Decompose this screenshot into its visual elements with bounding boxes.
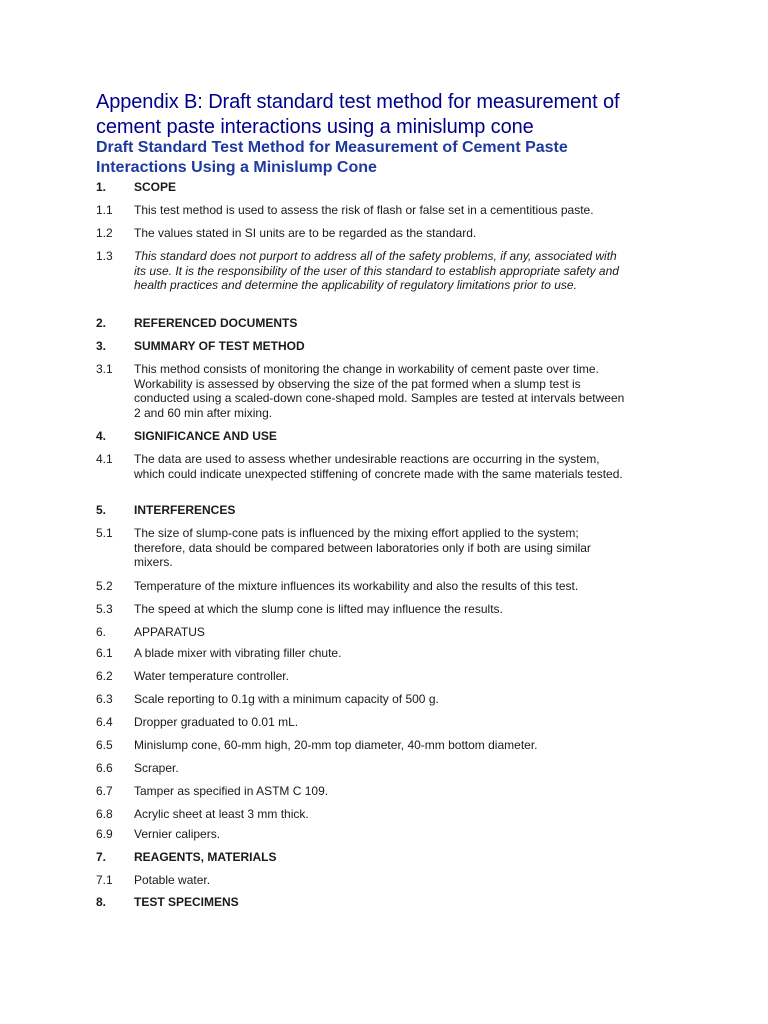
clause-text: Scale reporting to 0.1g with a minimum capacity of 500 g. (134, 692, 439, 706)
section-title: REAGENTS, MATERIALS (134, 850, 277, 864)
clause-text: Tamper as specified in ASTM C 109. (134, 784, 329, 798)
section-number: 5. (96, 503, 107, 517)
clause-text: This standard does not purport to address all of the safety problems, if any, associated with its use. It is the responsibility of the user of this standard to establish appropriate safety and health practices and determine the applicability of regulatory limitations prior to use. (134, 249, 619, 293)
section-number: 8. (96, 895, 107, 909)
clause-text: Water temperature controller. (134, 669, 289, 683)
clause-text: The speed at which the slump cone is lifted may influence the results. (134, 602, 503, 616)
clause-number: 6.1 (96, 646, 113, 660)
clause-text: Minislump cone, 60-mm high, 20-mm top diameter, 40-mm bottom diameter. (134, 738, 538, 752)
clause-number: 6.4 (96, 715, 113, 729)
clause-number: 5.2 (96, 579, 113, 593)
section-number: 4. (96, 429, 107, 443)
section-title: TEST SPECIMENS (134, 895, 239, 909)
section-title: APPARATUS (134, 625, 205, 639)
clause-text: The size of slump-cone pats is influenced by the mixing effort applied to the system; therefore, data should be compared between laboratories only if both are using similar mixers. (134, 526, 591, 570)
section-number: 7. (96, 850, 107, 864)
section-title: REFERENCED DOCUMENTS (134, 316, 298, 330)
clause-text: The values stated in SI units are to be regarded as the standard. (134, 226, 477, 240)
clause-number: 5.1 (96, 526, 113, 540)
clause-number: 6.5 (96, 738, 113, 752)
clause-text: This test method is used to assess the risk of flash or false set in a cementitious paste. (134, 203, 594, 217)
clause-number: 6.9 (96, 827, 113, 841)
clause-number: 6.6 (96, 761, 113, 775)
clause-text: Vernier calipers. (134, 827, 221, 841)
clause-number: 6.2 (96, 669, 113, 683)
section-number: 3. (96, 339, 107, 353)
clause-text: Acrylic sheet at least 3 mm thick. (134, 807, 309, 821)
clause-number: 1.1 (96, 203, 113, 217)
section-title: INTERFERENCES (134, 503, 236, 517)
clause-number: 6.7 (96, 784, 113, 798)
clause-number: 3.1 (96, 362, 113, 376)
clause-number: 6.3 (96, 692, 113, 706)
clause-number: 1.2 (96, 226, 113, 240)
appendix-title: Appendix B: Draft standard test method for measurement of cement paste interactions using a minislump cone (96, 91, 620, 138)
clause-text: Dropper graduated to 0.01 mL. (134, 715, 299, 729)
clause-number: 6.8 (96, 807, 113, 821)
clause-text: Temperature of the mixture influences its workability and also the results of this test. (134, 579, 579, 593)
section-title: SCOPE (134, 180, 177, 194)
section-number: 1. (96, 180, 107, 194)
clause-number: 1.3 (96, 249, 113, 263)
section-title: SIGNIFICANCE AND USE (134, 429, 277, 443)
clause-number: 4.1 (96, 452, 113, 466)
clause-text: A blade mixer with vibrating filler chute. (134, 646, 342, 660)
document-title: Draft Standard Test Method for Measurement of Cement Paste Interactions Using a Minislump Cone (96, 139, 568, 176)
clause-text: Scraper. (134, 761, 179, 775)
clause-text: The data are used to assess whether undesirable reactions are occurring in the system, which could indicate unexpected stiffening of concrete made with the same materials tested. (134, 452, 623, 481)
clause-number: 7.1 (96, 873, 113, 887)
clause-text: Potable water. (134, 873, 211, 887)
clause-number: 5.3 (96, 602, 113, 616)
section-number: 2. (96, 316, 107, 330)
section-number: 6. (96, 625, 107, 639)
clause-text: This method consists of monitoring the change in workability of cement paste over time. Workability is assessed by observing the size of the pat formed when a slump test is conducted using a scaled-down cone-shaped mold. Samples are tested at intervals between 2 and 60 min after mixing. (134, 362, 625, 420)
section-title: SUMMARY OF TEST METHOD (134, 339, 305, 353)
